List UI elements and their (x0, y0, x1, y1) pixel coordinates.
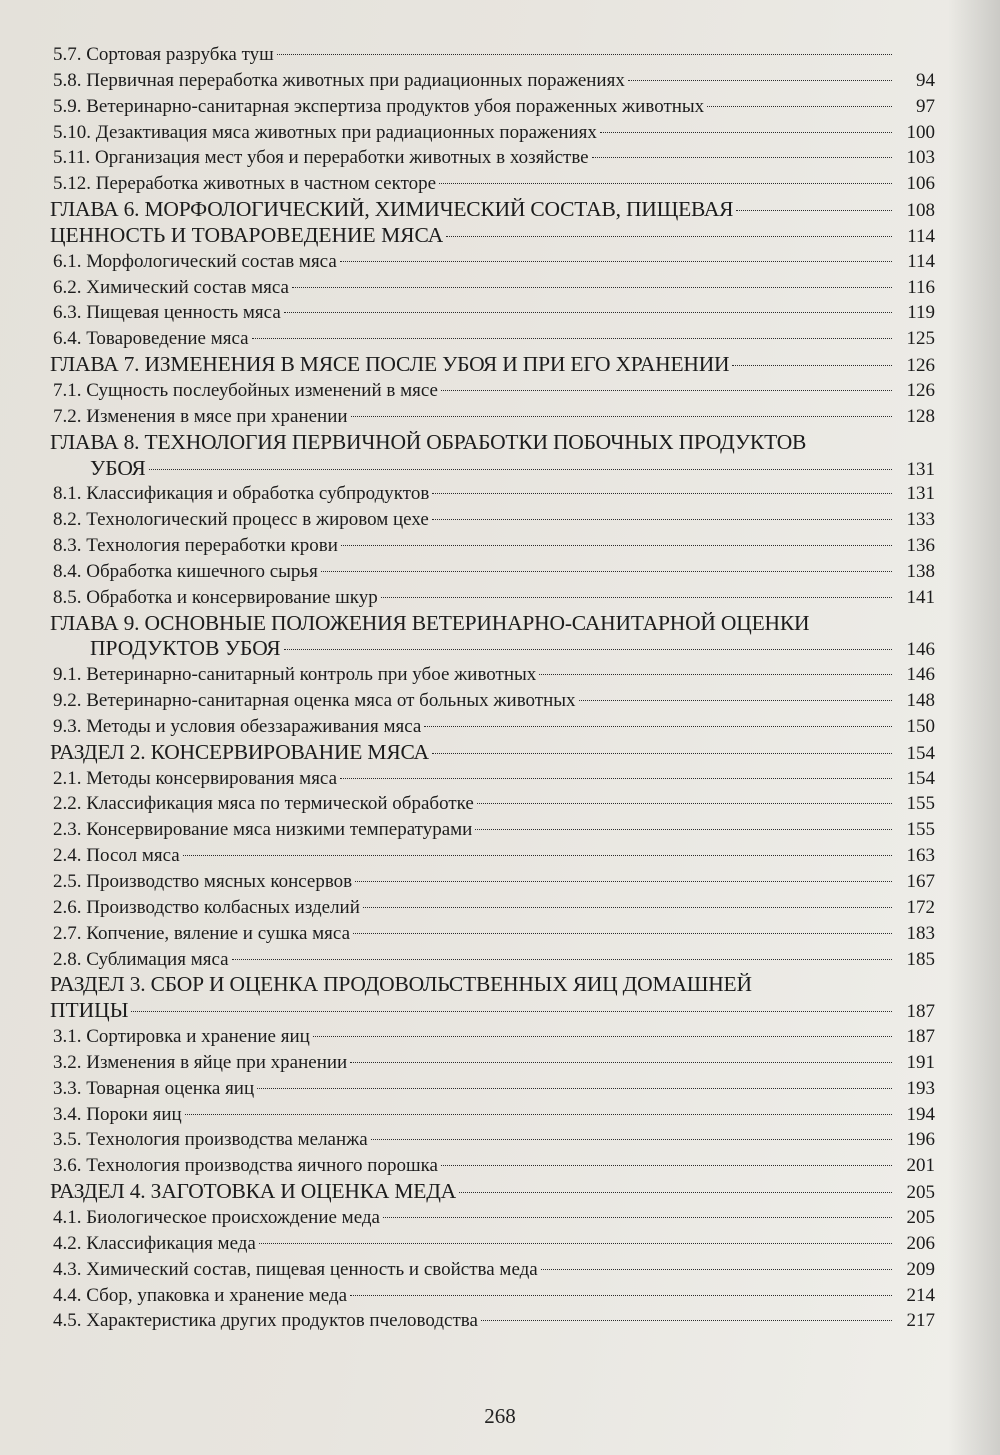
toc-entry-title: 6.3. Пищевая ценность мяса (53, 302, 281, 324)
dot-leader (579, 700, 892, 701)
toc-section-entry (50, 300, 935, 326)
toc-chapter-heading (50, 611, 935, 637)
toc-entry-title: 7.2. Изменения в мясе при хранении (53, 405, 348, 427)
toc-section-entry (50, 68, 935, 94)
toc-entry-title: 5.12. Переработка животных в частном секторе (53, 173, 437, 195)
toc-entry-title: УБОЯ (90, 455, 146, 480)
toc-page-number: 126 (906, 355, 935, 377)
toc-section-entry (50, 1076, 935, 1102)
toc-section-entry (50, 1153, 935, 1179)
toc-section-entry (50, 120, 935, 146)
toc-section-entry (50, 1231, 935, 1257)
dot-leader (439, 183, 892, 184)
dot-leader (252, 338, 892, 339)
toc-entry-title: 2.1. Методы консервирования мяса (53, 767, 338, 789)
toc-section-entry (50, 1127, 935, 1153)
dot-leader (350, 1295, 892, 1296)
toc-entry-title: РАЗДЕЛ 3. СБОР И ОЦЕНКА ПРОДОВОЛЬСТВЕННЫХ ЯИЦ ДОМАШНЕЙ (50, 972, 752, 997)
dot-leader (383, 1217, 892, 1218)
dot-leader (459, 1192, 892, 1193)
toc-page-number: 187 (906, 1001, 935, 1023)
toc-section-entry (50, 869, 935, 895)
dot-leader (432, 519, 892, 520)
toc-page-number: 128 (906, 405, 935, 427)
toc-page-number: 172 (906, 896, 935, 918)
toc-entry-title: 3.6. Технология производства яичного порошка (53, 1155, 438, 1177)
toc-page-number: 214 (906, 1284, 935, 1306)
toc-entry-title: 2.6. Производство колбасных изделий (53, 896, 360, 918)
dot-leader (441, 390, 892, 391)
toc-page-number: 138 (906, 560, 935, 582)
toc-entry-title: 4.2. Классификация меда (53, 1232, 256, 1254)
toc-entry-title: 7.1. Сущность послеубойных изменений в мясе (53, 379, 438, 401)
toc-page-number: 94 (916, 69, 935, 91)
toc-page-number: 126 (906, 379, 935, 401)
toc-page-number: 201 (906, 1155, 935, 1177)
toc-entry-title: ГЛАВА 6. МОРФОЛОГИЧЕСКИЙ, ХИМИЧЕСКИЙ СОСТАВ, ПИЩЕВАЯ (50, 197, 734, 222)
toc-heading-continuation (50, 456, 935, 482)
toc-section-entry (50, 1257, 935, 1283)
toc-entry-title: 4.4. Сбор, упаковка и хранение меда (53, 1284, 348, 1306)
toc-page-number: 108 (906, 200, 935, 222)
toc-entry-title: 4.1. Биологическое происхождение меда (53, 1206, 380, 1228)
dot-leader (257, 1088, 892, 1089)
toc-section-entry (50, 94, 935, 120)
toc-entry-title: ГЛАВА 8. ТЕХНОЛОГИЯ ПЕРВИЧНОЙ ОБРАБОТКИ ПОБОЧНЫХ ПРОДУКТОВ (50, 429, 807, 454)
toc-entry-title: 4.3. Химический состав, пищевая ценность и свойства меда (53, 1258, 538, 1280)
toc-entry-title: 8.2. Технологический процесс в жировом цехе (53, 509, 429, 531)
toc-chapter-heading (50, 197, 935, 223)
toc-entry-title: 5.8. Первичная переработка животных при радиационных поражениях (53, 69, 625, 91)
toc-section-entry (50, 921, 935, 947)
toc-page-number: 136 (906, 535, 935, 557)
toc-entry-title: 8.1. Классификация и обработка субпродуктов (53, 483, 430, 505)
toc-section-entry (50, 714, 935, 740)
toc-section-entry (50, 688, 935, 714)
toc-entry-title: 2.7. Копчение, вяление и сушка мяса (53, 922, 351, 944)
toc-page-number: 100 (906, 121, 935, 143)
toc-heading-continuation (50, 223, 935, 249)
dot-leader (353, 933, 892, 934)
toc-section-entry (50, 585, 935, 611)
dot-leader (424, 726, 892, 727)
toc-entry-title: 3.5. Технология производства меланжа (53, 1129, 368, 1151)
dot-leader (475, 829, 892, 830)
toc-page-number: 205 (906, 1182, 935, 1204)
toc-page-number: 114 (907, 225, 935, 247)
toc-page-number: 103 (906, 147, 935, 169)
dot-leader (381, 597, 892, 598)
toc-page-number: 154 (906, 742, 935, 764)
toc-page-number: 217 (906, 1310, 935, 1332)
dot-leader (259, 1243, 892, 1244)
toc-section-entry (50, 145, 935, 171)
toc-section-entry (50, 533, 935, 559)
toc-page-number: 193 (906, 1077, 935, 1099)
toc-page-number: 187 (906, 1026, 935, 1048)
dot-leader (313, 1036, 892, 1037)
dot-leader (707, 106, 892, 107)
toc-page-number: 183 (906, 922, 935, 944)
toc-section-entry (50, 507, 935, 533)
toc-page-number: 196 (906, 1129, 935, 1151)
toc-page-number: 131 (906, 458, 935, 480)
toc-entry-title: 2.4. Посол мяса (53, 845, 180, 867)
toc-entry-title: 8.5. Обработка и консервирование шкур (53, 586, 378, 608)
toc-entry-title: 2.8. Сублимация мяса (53, 948, 229, 970)
toc-section-entry (50, 1050, 935, 1076)
toc-page-number: 146 (906, 639, 935, 661)
dot-leader (541, 1269, 892, 1270)
dot-leader (371, 1139, 892, 1140)
toc-entry-title: 3.2. Изменения в яйце при хранении (53, 1051, 348, 1073)
toc-entry-title: 8.3. Технология переработки крови (53, 535, 338, 557)
toc-entry-title: 9.3. Методы и условия обеззараживания мяса (53, 715, 422, 737)
toc-heading-continuation (50, 636, 935, 662)
toc-page-number: 194 (906, 1103, 935, 1125)
dot-leader (131, 1011, 892, 1012)
toc-page-number: 119 (907, 302, 935, 324)
toc-section-entry (50, 1102, 935, 1128)
dot-leader (736, 210, 892, 211)
toc-section-entry (50, 249, 935, 275)
toc-section-entry (50, 766, 935, 792)
toc-section-entry (50, 1283, 935, 1309)
dot-leader (592, 157, 892, 158)
toc-page-number: 209 (906, 1258, 935, 1280)
toc-page-number: 97 (916, 95, 935, 117)
toc-page-number: 133 (906, 509, 935, 531)
toc-section-entry (50, 1205, 935, 1231)
toc-entry-title: ЦЕННОСТЬ И ТОВАРОВЕДЕНИЕ МЯСА (50, 222, 444, 247)
dot-leader (284, 649, 892, 650)
toc-page-number: 148 (906, 690, 935, 712)
toc-entry-title: 5.11. Организация мест убоя и переработки животных в хозяйстве (53, 147, 589, 169)
toc-section-entry (50, 378, 935, 404)
toc-heading-continuation (50, 998, 935, 1024)
toc-page-number: 116 (907, 276, 935, 298)
toc-section-entry (50, 895, 935, 921)
toc-page-number: 167 (906, 871, 935, 892)
dot-leader (732, 365, 892, 366)
page-shadow (948, 0, 1000, 1455)
dot-leader (340, 261, 892, 262)
toc-entry-title: 2.3. Консервирование мяса низкими температурами (53, 819, 473, 841)
dot-leader (292, 287, 892, 288)
toc-chapter-heading (50, 1179, 935, 1205)
dot-leader (185, 1114, 892, 1115)
toc-entry-title: 3.1. Сортировка и хранение яиц (53, 1026, 310, 1048)
toc-entry-title: 6.1. Морфологический состав мяса (53, 250, 337, 272)
toc-entry-title: ГЛАВА 7. ИЗМЕНЕНИЯ В МЯСЕ ПОСЛЕ УБОЯ И ПРИ ЕГО ХРАНЕНИИ (50, 352, 730, 377)
dot-leader (350, 1062, 892, 1063)
dot-leader (183, 855, 892, 856)
dot-leader (432, 753, 892, 754)
toc-chapter-heading (50, 740, 935, 766)
toc-page-number: 114 (907, 250, 935, 272)
toc-page-number: 185 (906, 948, 935, 970)
dot-leader (600, 132, 892, 133)
dot-leader (481, 1320, 892, 1321)
toc-page-number: 150 (906, 715, 935, 737)
toc-entry-title: ПТИЦЫ (50, 998, 129, 1023)
table-of-contents (50, 42, 935, 1334)
dot-leader (539, 674, 892, 675)
toc-entry-title: 2.2. Классификация мяса по термической обработке (53, 793, 474, 815)
dot-leader (284, 312, 892, 313)
toc-section-entry (50, 662, 935, 688)
toc-page-number: 106 (906, 173, 935, 195)
dot-leader (355, 881, 892, 882)
toc-section-entry (50, 559, 935, 585)
toc-page-number: 125 (906, 328, 935, 350)
toc-section-entry (50, 843, 935, 869)
toc-section-entry (50, 42, 935, 68)
toc-entry-title: РАЗДЕЛ 4. ЗАГОТОВКА И ОЦЕНКА МЕДА (50, 1179, 457, 1204)
toc-entry-title: 9.1. Ветеринарно-санитарный контроль при убое животных (53, 664, 537, 686)
toc-section-entry (50, 791, 935, 817)
toc-section-entry (50, 481, 935, 507)
dot-leader (321, 571, 892, 572)
dot-leader (628, 80, 892, 81)
toc-entry-title: 9.2. Ветеринарно-санитарная оценка мяса от больных животных (53, 690, 576, 712)
toc-entry-title: 3.4. Пороки яиц (53, 1103, 182, 1125)
toc-entry-title: 5.9. Ветеринарно-санитарная экспертиза продуктов убоя пораженных животных (53, 95, 705, 117)
toc-entry-title: 3.3. Товарная оценка яиц (53, 1077, 255, 1099)
toc-page-number: 155 (906, 819, 935, 841)
dot-leader (340, 778, 892, 779)
toc-entry-title: 5.7. Сортовая разрубка туш (53, 44, 274, 65)
toc-entry-title: ПРОДУКТОВ УБОЯ (90, 636, 281, 661)
toc-section-entry (50, 817, 935, 843)
toc-page-number: 154 (906, 767, 935, 789)
dot-leader (149, 469, 892, 470)
toc-section-entry (50, 404, 935, 430)
toc-page-number: 141 (906, 586, 935, 608)
toc-section-entry (50, 947, 935, 973)
toc-entry-title: ГЛАВА 9. ОСНОВНЫЕ ПОЛОЖЕНИЯ ВЕТЕРИНАРНО-САНИТАРНОЙ ОЦЕНКИ (50, 610, 810, 635)
toc-entry-title: 8.4. Обработка кишечного сырья (53, 560, 318, 582)
dot-leader (363, 907, 892, 908)
toc-entry-title: 4.5. Характеристика других продуктов пчеловодства (53, 1310, 478, 1332)
toc-page-number: 146 (906, 664, 935, 686)
dot-leader (432, 493, 892, 494)
toc-chapter-heading (50, 972, 935, 998)
toc-page-number: 205 (906, 1206, 935, 1228)
toc-section-entry (50, 326, 935, 352)
toc-chapter-heading (50, 352, 935, 378)
toc-section-entry (50, 275, 935, 301)
toc-section-entry (50, 1024, 935, 1050)
toc-section-entry (50, 171, 935, 197)
dot-leader (232, 959, 892, 960)
dot-leader (341, 545, 892, 546)
dot-leader (277, 54, 892, 55)
dot-leader (446, 236, 892, 237)
page-number: 268 (484, 1404, 516, 1428)
toc-entry-title: РАЗДЕЛ 2. КОНСЕРВИРОВАНИЕ МЯСА (50, 739, 429, 764)
toc-entry-title: 6.2. Химический состав мяса (53, 276, 289, 298)
toc-entry-title: 2.5. Производство мясных консервов (53, 871, 353, 892)
toc-page-number: 131 (906, 483, 935, 505)
toc-entry-title: 6.4. Товароведение мяса (53, 328, 249, 350)
toc-page-number: 206 (906, 1232, 935, 1254)
toc-chapter-heading (50, 430, 935, 456)
toc-page-number: 155 (906, 793, 935, 815)
toc-entry-title: 5.10. Дезактивация мяса животных при радиационных поражениях (53, 121, 597, 143)
dot-leader (441, 1165, 892, 1166)
toc-page-number: 191 (906, 1051, 935, 1073)
dot-leader (477, 803, 892, 804)
toc-page-number: 163 (906, 845, 935, 867)
toc-section-entry (50, 1308, 935, 1334)
dot-leader (351, 416, 892, 417)
